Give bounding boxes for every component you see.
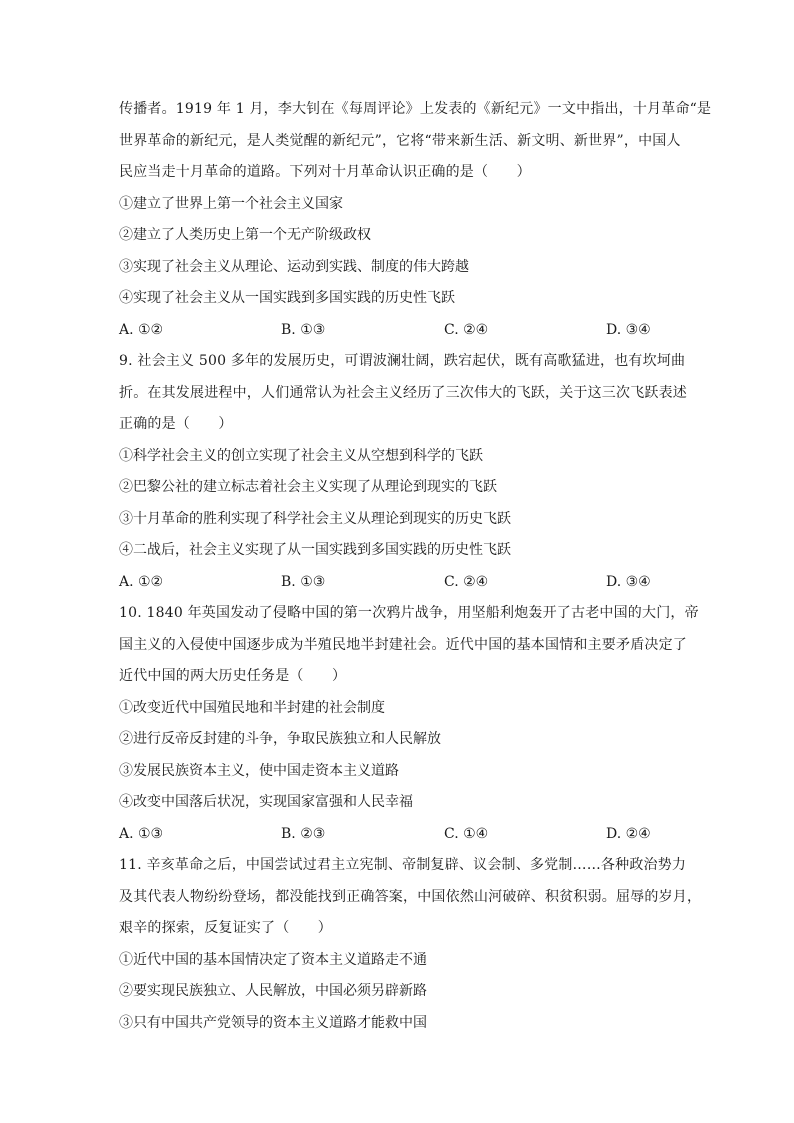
statement: ④实现了社会主义从一国实践到多国实践的历史性飞跃 bbox=[119, 290, 455, 306]
stem-line: 折。在其发展进程中，人们通常认为社会主义经历了三次伟大的飞跃，关于这三次飞跃表述 bbox=[119, 384, 687, 401]
stem-line: 国主义的入侵使中国逐步成为半殖民地半封建社会。近代中国的基本国情和主要矛盾决定了 bbox=[119, 636, 687, 653]
choice-a[interactable]: A. ①② bbox=[119, 321, 164, 338]
statement: ②巴黎公社的建立标志着社会主义实现了从理论到现实的飞跃 bbox=[119, 479, 497, 495]
stem-line: 传播者。1919 年 1 月，李大钊在《每周评论》上发表的《新纪元》一文中指出，十月革命“是 bbox=[119, 101, 712, 117]
statement: ①改变近代中国殖民地和半封建的社会制度 bbox=[119, 699, 385, 716]
question-10-stem bbox=[119, 598, 699, 693]
statement: ①近代中国的基本国情决定了资本主义道路走不通 bbox=[119, 951, 427, 968]
stem-line: 及其代表人物纷纷登场，都没能找到正确答案，中国依然山河破碎、积贫积弱。屈辱的岁月， bbox=[119, 888, 702, 905]
statement: ④改变中国落后状况，实现国家富强和人民幸福 bbox=[119, 794, 413, 810]
statement: ①科学社会主义的创立实现了社会主义从空想到科学的飞跃 bbox=[119, 447, 483, 464]
answer-choices bbox=[119, 567, 679, 599]
choice-b[interactable]: B. ①③ bbox=[281, 321, 326, 338]
choice-b[interactable]: B. ①③ bbox=[281, 573, 326, 590]
stem-line: 近代中国的两大历史任务是（ ） bbox=[119, 668, 347, 684]
statement: ②建立了人类历史上第一个无产阶级政权 bbox=[119, 227, 371, 243]
stem-line: 民应当走十月革命的道路。下列对十月革命认识正确的是（ ） bbox=[119, 164, 531, 180]
question-8 bbox=[119, 94, 712, 346]
choice-d[interactable]: D. ③④ bbox=[606, 573, 651, 590]
answer-choices bbox=[119, 819, 679, 851]
statement: ④二战后，社会主义实现了从一国实践到多国实践的历史性飞跃 bbox=[119, 542, 511, 558]
answer-choices bbox=[119, 315, 679, 347]
choice-c[interactable]: C. ②④ bbox=[444, 321, 489, 338]
choice-c[interactable]: C. ①④ bbox=[444, 825, 489, 842]
choice-b[interactable]: B. ②③ bbox=[281, 825, 326, 842]
statement: ②要实现民族独立、人民解放，中国必须另辟新路 bbox=[119, 983, 427, 999]
exam-content bbox=[119, 94, 712, 1039]
statement: ①建立了世界上第一个社会主义国家 bbox=[119, 195, 343, 212]
statement: ②进行反帝反封建的斗争，争取民族独立和人民解放 bbox=[119, 731, 441, 747]
stem-line: 11. 辛亥革命之后，中国尝试过君主立宪制、帝制复辟、议会制、多党制……各种政治势力 bbox=[119, 857, 687, 873]
question-9-stem bbox=[119, 346, 687, 441]
stem-line: 10. 1840 年英国发动了侵略中国的第一次鸦片战争，用坚船利炮轰开了古老中国的大门，帝 bbox=[119, 605, 699, 621]
statement: ③发展民族资本主义，使中国走资本主义道路 bbox=[119, 762, 399, 779]
statement: ③实现了社会主义从理论、运动到实践、制度的伟大跨越 bbox=[119, 258, 469, 275]
question-10 bbox=[119, 598, 699, 850]
question-9 bbox=[119, 346, 687, 598]
statement: ③十月革命的胜利实现了科学社会主义从理论到现实的历史飞跃 bbox=[119, 510, 511, 527]
choice-a[interactable]: A. ①③ bbox=[119, 825, 164, 842]
stem-line: 世界革命的新纪元，是人类觉醒的新纪元”，它将“带来新生活、新文明、新世界”，中国人 bbox=[119, 132, 681, 149]
choice-d[interactable]: D. ②④ bbox=[606, 825, 651, 842]
stem-line: 9. 社会主义 500 多年的发展历史，可谓波澜壮阔，跌宕起伏，既有高歌猛进，也有坎坷曲 bbox=[119, 353, 686, 369]
question-8-stem bbox=[119, 94, 712, 189]
choice-d[interactable]: D. ③④ bbox=[606, 321, 651, 338]
stem-line: 正确的是（ ） bbox=[119, 416, 233, 432]
statement: ③只有中国共产党领导的资本主义道路才能救中国 bbox=[119, 1014, 427, 1031]
stem-line: 艰辛的探索，反复证实了（ ） bbox=[119, 920, 332, 936]
choice-c[interactable]: C. ②④ bbox=[444, 573, 489, 590]
choice-a[interactable]: A. ①② bbox=[119, 573, 164, 590]
question-11 bbox=[119, 850, 702, 1039]
question-11-stem bbox=[119, 850, 702, 945]
